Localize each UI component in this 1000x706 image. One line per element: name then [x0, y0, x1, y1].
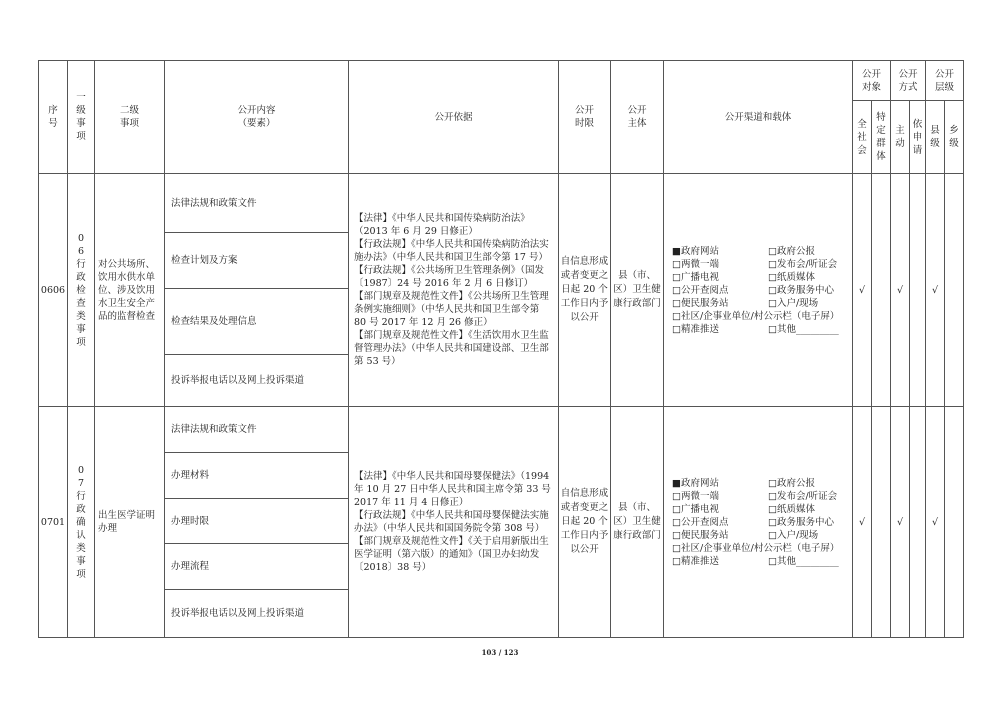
channel-item: □入户/现场	[768, 529, 819, 541]
channel-item: ■政府网站	[672, 477, 719, 489]
row-level1: 07行政确认类事项	[68, 407, 95, 638]
header-basis: 公开依据	[349, 61, 559, 174]
disclosure-table	[38, 60, 964, 638]
check-object-specific	[872, 174, 891, 407]
header-object-specific: 特定群体	[872, 101, 891, 174]
channel-list	[664, 174, 853, 407]
check-level-town	[945, 174, 964, 407]
content-item: 法律法规和政策文件	[165, 174, 349, 233]
channel-item: □社区/企事业单位/村公示栏（电子屏）	[672, 310, 840, 322]
channel-item: □入户/现场	[768, 297, 819, 309]
content-item: 法律法规和政策文件	[165, 407, 349, 453]
header-object-all: 全社会	[853, 101, 872, 174]
table-row	[39, 174, 964, 233]
check-way-active: √	[891, 174, 910, 407]
channel-item: □政务服务中心	[768, 516, 834, 528]
header-subject: 公开主体	[611, 61, 664, 174]
basis-item: 【部门规章及规范性文件】《生活饮用水卫生监督管理办法》（中华人民共和国建设部、卫生部第 53 号）	[354, 330, 549, 367]
page-number: 103 / 123	[481, 648, 519, 657]
check-way-apply	[910, 174, 926, 407]
channel-item: □两微一端	[672, 490, 719, 502]
channel-item: □便民服务站	[672, 297, 729, 309]
row-level1: 06行政检查类事项	[68, 174, 95, 407]
basis-item: 【法律】《中华人民共和国传染病防治法》（2013 年 6 月 29 日修正）	[354, 213, 530, 237]
channel-item: □精准推送	[672, 555, 719, 567]
content-item: 检查结果及处理信息	[165, 289, 349, 355]
channel-item: □社区/企事业单位/村公示栏（电子屏）	[672, 542, 840, 554]
check-object-all: √	[853, 407, 872, 638]
row-seq: 0606	[39, 174, 68, 407]
header-seq: 序号	[39, 61, 68, 174]
row-level2: 出生医学证明办理	[95, 407, 165, 638]
check-level-county: √	[926, 407, 945, 638]
header-level-group: 公开层级	[926, 61, 964, 101]
basis-list	[349, 407, 559, 638]
header-content: 公开内容 （要素）	[165, 61, 349, 174]
content-item: 投诉举报电话以及网上投诉渠道	[165, 590, 349, 638]
check-way-apply	[910, 407, 926, 638]
content-item: 办理流程	[165, 544, 349, 590]
channel-list	[664, 407, 853, 638]
basis-item: 【部门规章及规范性文件】《公共场所卫生管理条例实施细则》（中华人民共和国卫生部令第 80 号 2017 年 12 月 26 修正）	[354, 291, 549, 328]
channel-item: □政府公报	[768, 245, 815, 257]
channel-item: ■政府网站	[672, 245, 719, 257]
channel-item: □广播电视	[672, 271, 719, 283]
header-level1: 一级事项	[68, 61, 95, 174]
channel-item: □广播电视	[672, 503, 719, 515]
content-item: 办理材料	[165, 453, 349, 499]
content-item: 办理时限	[165, 499, 349, 544]
channel-item: □发布会/听证会	[768, 490, 838, 502]
check-level-county: √	[926, 174, 945, 407]
header-time-limit: 公开时限	[559, 61, 611, 174]
row-time-limit: 自信息形成或者变更之日起 20 个工作日内予以公开	[559, 174, 611, 407]
channel-item: □公开查阅点	[672, 516, 729, 528]
table-row	[39, 407, 964, 453]
channel-item: □纸质媒体	[768, 503, 815, 515]
row-level2: 对公共场所、饮用水供水单位、涉及饮用水卫生安全产品的监督检查	[95, 174, 165, 407]
channel-item: □公开查阅点	[672, 284, 729, 296]
check-way-active: √	[891, 407, 910, 638]
channel-item: □纸质媒体	[768, 271, 815, 283]
header-way-group: 公开方式	[891, 61, 926, 101]
channel-item: □发布会/听证会	[768, 258, 838, 270]
check-object-all: √	[853, 174, 872, 407]
basis-list	[349, 174, 559, 407]
header-way-apply: 依申请	[910, 101, 926, 174]
channel-item: □其他_________	[768, 555, 839, 567]
header-object-group: 公开对象	[853, 61, 891, 101]
check-level-town	[945, 407, 964, 638]
content-item: 投诉举报电话以及网上投诉渠道	[165, 355, 349, 407]
row-subject: 县（市、区）卫生健康行政部门	[611, 407, 664, 638]
row-subject: 县（市、区）卫生健康行政部门	[611, 174, 664, 407]
row-seq: 0701	[39, 407, 68, 638]
header-level-town: 乡级	[945, 101, 964, 174]
channel-item: □便民服务站	[672, 529, 729, 541]
header-level-county: 县级	[926, 101, 945, 174]
channel-item: □两微一端	[672, 258, 719, 270]
basis-item: 【行政法规】《公共场所卫生管理条例》（国发〔1987〕24 号 2016 年 2 月 6 日修订）	[354, 265, 545, 289]
basis-item: 【法律】《中华人民共和国母婴保健法》（1994 年 10 月 27 日中华人民共和国主席令第 33 号 2017 年 11 月 4 日修正）	[354, 471, 551, 508]
header-way-active: 主动	[891, 101, 910, 174]
basis-item: 【部门规章及规范性文件】《关于启用新版出生医学证明（第六版）的通知》（国卫办妇幼发〔2018〕38 号）	[354, 536, 549, 573]
header-channel: 公开渠道和载体	[664, 61, 853, 174]
row-time-limit: 自信息形成或者变更之日起 20 个工作日内予以公开	[559, 407, 611, 638]
channel-item: □政务服务中心	[768, 284, 834, 296]
basis-item: 【行政法规】《中华人民共和国母婴保健法实施办法》（中华人民共和国国务院令第 308 号）	[354, 510, 549, 534]
basis-item: 【行政法规】《中华人民共和国传染病防治法实施办法》（中华人民共和国卫生部令第 17 号）	[354, 239, 549, 263]
channel-item: □政府公报	[768, 477, 815, 489]
channel-item: □精准推送	[672, 323, 719, 335]
header-level2: 二级事项	[95, 61, 165, 174]
content-item: 检查计划及方案	[165, 233, 349, 289]
channel-item: □其他_________	[768, 323, 839, 335]
check-object-specific	[872, 407, 891, 638]
